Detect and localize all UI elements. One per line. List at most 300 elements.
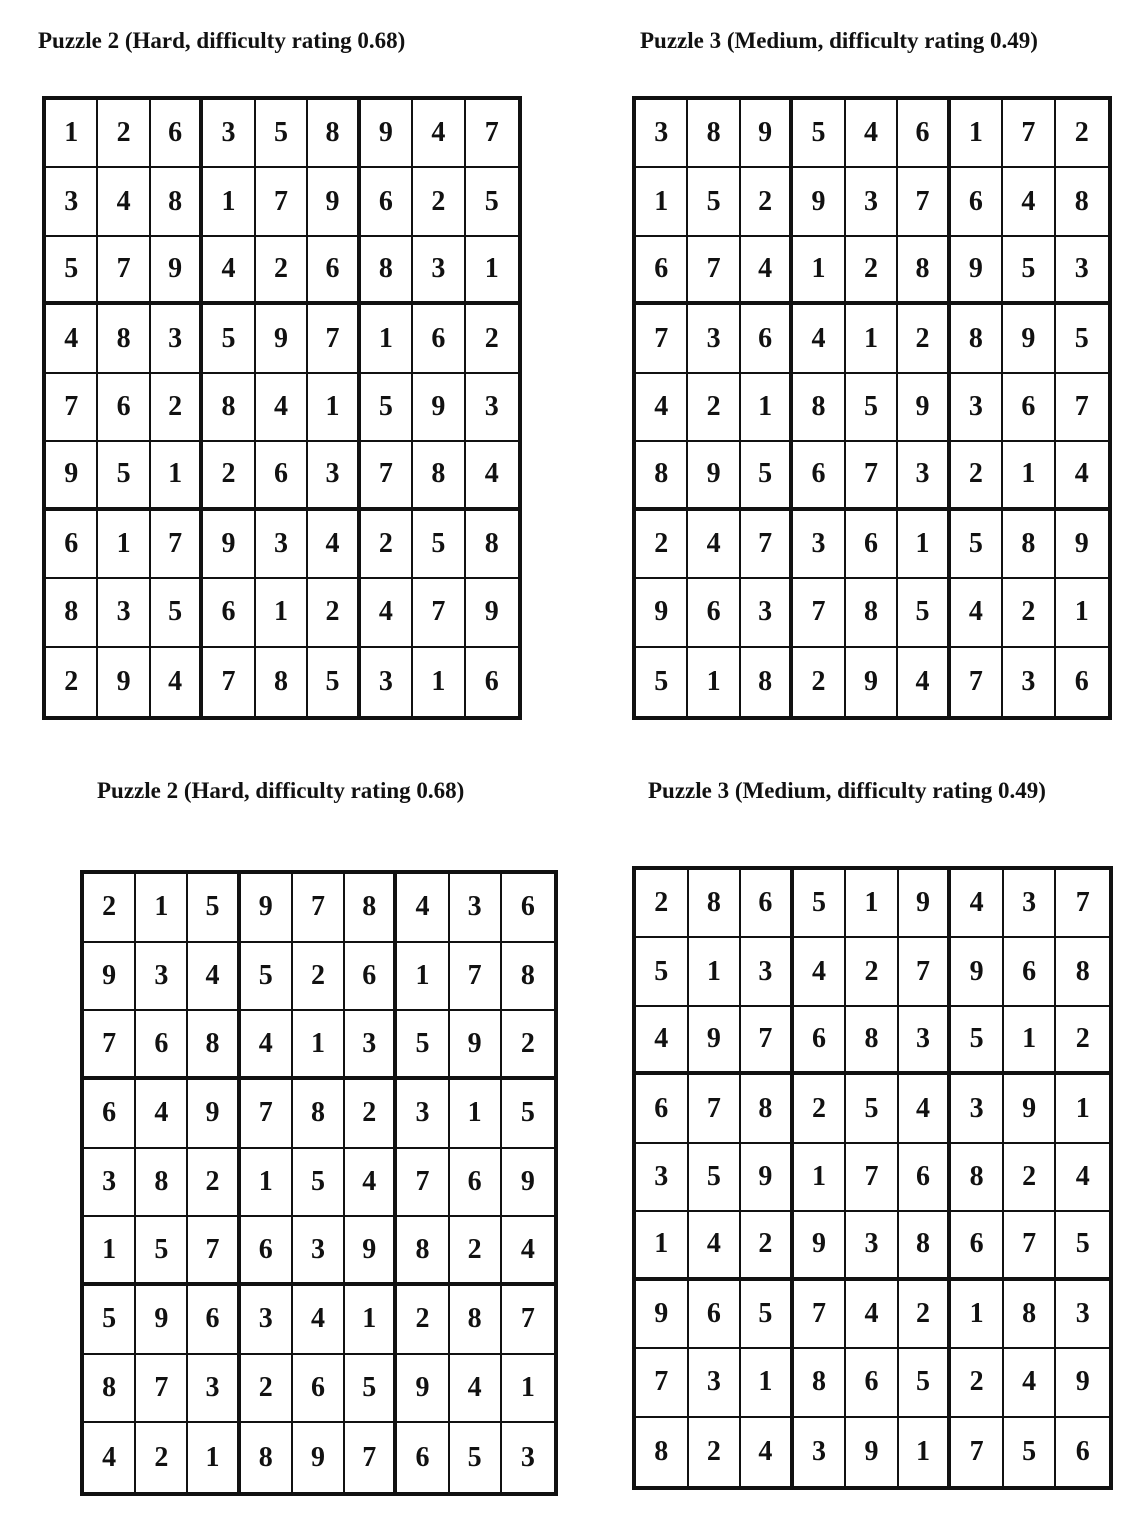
grid-cell: 8: [466, 511, 518, 579]
grid-cell: 4: [308, 511, 360, 579]
grid-cell: 5: [636, 648, 688, 716]
grid-cell: 3: [951, 1075, 1004, 1143]
grid-cell: 6: [794, 1007, 847, 1075]
grid-cell: 3: [84, 1149, 136, 1218]
grid-cell: 6: [689, 1281, 742, 1349]
grid-cell: 2: [636, 870, 689, 938]
grid-cell: 7: [397, 1149, 449, 1218]
grid-cell: 6: [188, 1286, 240, 1355]
grid-cell: 6: [308, 237, 360, 305]
grid-cell: 7: [741, 511, 793, 579]
grid-cell: 2: [98, 100, 150, 168]
grid-cell: 7: [689, 1075, 742, 1143]
grid-cell: 1: [794, 1144, 847, 1212]
grid-cell: 1: [98, 511, 150, 579]
grid-cell: 9: [951, 237, 1003, 305]
grid-cell: 1: [293, 1011, 345, 1080]
grid-cell: 4: [241, 1011, 293, 1080]
puzzle-title: Puzzle 2 (Hard, difficulty rating 0.68): [97, 778, 465, 803]
grid-cell: 7: [136, 1355, 188, 1424]
grid-cell: 6: [84, 1080, 136, 1149]
grid-cell: 3: [450, 874, 502, 943]
grid-cell: 1: [466, 237, 518, 305]
grid-cell: 4: [345, 1149, 397, 1218]
grid-cell: 7: [951, 1418, 1004, 1486]
grid-cell: 8: [241, 1423, 293, 1492]
grid-cell: 6: [136, 1011, 188, 1080]
grid-cell: 1: [1004, 1007, 1057, 1075]
grid-cell: 6: [951, 1212, 1004, 1280]
grid-cell: 7: [688, 237, 740, 305]
grid-cell: 9: [846, 648, 898, 716]
grid-cell: 2: [846, 938, 899, 1006]
grid-cell: 6: [793, 442, 845, 510]
grid-cell: 6: [1074, 665, 1089, 697]
grid-cell: 5: [241, 943, 293, 1012]
grid-cell: 6: [1004, 938, 1057, 1006]
grid-cell: 8: [688, 100, 740, 168]
grid-cell: 9: [794, 1212, 847, 1280]
grid-cell: 1: [741, 374, 793, 442]
grid-cell: 1: [203, 168, 255, 236]
grid-cell: 5: [846, 1075, 899, 1143]
grid-cell: 9: [1056, 1349, 1109, 1417]
grid-cell: 8: [136, 1149, 188, 1218]
grid-cell: 1: [793, 237, 845, 305]
grid-cell: 5: [151, 579, 203, 647]
grid-cell: 4: [846, 100, 898, 168]
grid-cell: 5: [450, 1423, 502, 1492]
grid-cell: 3: [397, 1080, 449, 1149]
grid-cell: 9: [293, 1423, 345, 1492]
grid-cell: 9: [1056, 511, 1108, 579]
grid-cell: 5: [188, 874, 240, 943]
sudoku-grid: [42, 96, 522, 720]
grid-cell: 2: [846, 237, 898, 305]
grid-cell: 5: [345, 1355, 397, 1424]
grid-cell: 9: [136, 1286, 188, 1355]
grid-cell: 1: [188, 1423, 240, 1492]
grid-cell: 4: [794, 938, 847, 1006]
grid-cell: 1: [84, 1217, 136, 1286]
grid-cell: 7: [951, 648, 1003, 716]
grid-cell: 2: [1004, 1144, 1057, 1212]
grid-cell: 3: [898, 442, 950, 510]
grid-cell: 6: [361, 168, 413, 236]
grid-cell: 5: [84, 1286, 136, 1355]
sudoku-grid: [80, 870, 558, 1496]
grid-cell: 6: [151, 100, 203, 168]
grid-cell: 4: [636, 1007, 689, 1075]
grid-cell: 5: [1056, 1212, 1109, 1280]
grid-cell: 1: [951, 1281, 1004, 1349]
grid-cell: 8: [46, 579, 98, 647]
grid-cell: 3: [1004, 870, 1057, 938]
grid-cell: 4: [1056, 442, 1108, 510]
grid-cell: 4: [793, 305, 845, 373]
grid-cell: 8: [793, 374, 845, 442]
grid-cell: 4: [688, 511, 740, 579]
grid-cell: 1: [741, 1349, 794, 1417]
grid-cell: 9: [84, 943, 136, 1012]
grid-cell: 2: [899, 1281, 952, 1349]
grid-cell: 5: [689, 1144, 742, 1212]
grid-cell: 3: [899, 1007, 952, 1075]
grid-cell: 7: [84, 1011, 136, 1080]
grid-cell: 3: [1056, 237, 1108, 305]
grid-cell: 6: [741, 870, 794, 938]
grid-cell: 2: [293, 943, 345, 1012]
grid-cell: 1: [136, 874, 188, 943]
grid-cell: 7: [898, 168, 950, 236]
grid-cell: 1: [898, 511, 950, 579]
grid-cell: 2: [241, 1355, 293, 1424]
sudoku-grid: [632, 96, 1112, 720]
grid-cell: 3: [361, 648, 413, 716]
grid-cell: 4: [361, 579, 413, 647]
grid-cell: 6: [846, 511, 898, 579]
grid-cell: 3: [636, 1144, 689, 1212]
grid-cell: 4: [413, 100, 465, 168]
grid-cell: 4: [84, 1423, 136, 1492]
grid-cell: 4: [46, 305, 98, 373]
grid-cell: 7: [846, 442, 898, 510]
grid-cell: 5: [98, 442, 150, 510]
grid-cell: 5: [397, 1011, 449, 1080]
grid-cell: 6: [636, 1075, 689, 1143]
grid-cell: 9: [899, 870, 952, 938]
grid-cell: 1: [846, 870, 899, 938]
grid-cell: 5: [293, 1149, 345, 1218]
grid-cell: 5: [793, 100, 845, 168]
grid-cell: 4: [846, 1281, 899, 1349]
grid-cell: 8: [636, 442, 688, 510]
grid-cell: 4: [951, 870, 1004, 938]
grid-cell: 9: [502, 1149, 554, 1218]
grid-cell: 8: [846, 1007, 899, 1075]
grid-cell: 2: [1056, 100, 1108, 168]
grid-cell: 9: [636, 1281, 689, 1349]
grid-cell: 4: [293, 1286, 345, 1355]
grid-cell: 3: [846, 1212, 899, 1280]
grid-cell: 4: [397, 874, 449, 943]
grid-cell: 8: [1004, 1281, 1057, 1349]
grid-cell: 6: [293, 1355, 345, 1424]
grid-cell: 1: [450, 1080, 502, 1149]
grid-cell: 3: [1003, 648, 1055, 716]
grid-cell: 9: [397, 1355, 449, 1424]
grid-cell: 7: [794, 1281, 847, 1349]
grid-cell: 5: [203, 305, 255, 373]
grid-cell: 4: [951, 579, 1003, 647]
grid-cell: 8: [203, 374, 255, 442]
grid-cell: 7: [1056, 870, 1109, 938]
grid-cell: 2: [898, 305, 950, 373]
grid-cell: 1: [345, 1286, 397, 1355]
grid-cell: 7: [636, 1349, 689, 1417]
grid-cell: 3: [794, 1418, 847, 1486]
grid-cell: 3: [413, 237, 465, 305]
grid-cell: 6: [898, 100, 950, 168]
grid-cell: 4: [1056, 1144, 1109, 1212]
grid-cell: 9: [151, 237, 203, 305]
grid-cell: 5: [136, 1217, 188, 1286]
grid-cell: 7: [741, 1007, 794, 1075]
grid-cell: 8: [636, 1418, 689, 1486]
grid-cell: 2: [450, 1217, 502, 1286]
grid-cell: 1: [308, 374, 360, 442]
grid-cell: 5: [741, 1281, 794, 1349]
grid-cell: 8: [951, 1144, 1004, 1212]
grid-cell: 7: [466, 100, 518, 168]
grid-cell: 8: [397, 1217, 449, 1286]
grid-cell: 4: [689, 1212, 742, 1280]
grid-cell: 6: [741, 305, 793, 373]
grid-cell: 5: [899, 1349, 952, 1417]
grid-cell: 7: [151, 511, 203, 579]
grid-cell: 2: [466, 305, 518, 373]
grid-cell: 1: [361, 305, 413, 373]
grid-cell: 9: [361, 100, 413, 168]
grid-cell: 3: [636, 100, 688, 168]
grid-cell: 8: [361, 237, 413, 305]
grid-cell: 1: [1056, 579, 1108, 647]
grid-cell: 9: [345, 1217, 397, 1286]
grid-cell: 4: [1004, 1349, 1057, 1417]
grid-cell: 2: [188, 1149, 240, 1218]
grid-cell: 8: [846, 579, 898, 647]
grid-cell: 3: [241, 1286, 293, 1355]
grid-cell: 7: [1004, 1212, 1057, 1280]
grid-cell: 8: [741, 1075, 794, 1143]
grid-cell: 6: [846, 1349, 899, 1417]
grid-cell: 8: [1003, 511, 1055, 579]
grid-cell: 7: [188, 1217, 240, 1286]
grid-cell: 6: [203, 579, 255, 647]
grid-cell: 6: [241, 1217, 293, 1286]
grid-cell: 5: [256, 100, 308, 168]
grid-cell: 7: [361, 442, 413, 510]
grid-cell: 8: [1056, 168, 1108, 236]
grid-cell: 5: [46, 237, 98, 305]
grid-cell: 8: [413, 442, 465, 510]
grid-cell: 9: [450, 1011, 502, 1080]
sudoku-grid: [632, 866, 1113, 1490]
grid-cell: 1: [899, 1418, 952, 1486]
grid-cell: 3: [466, 374, 518, 442]
grid-cell: 1: [951, 100, 1003, 168]
grid-cell: 8: [151, 168, 203, 236]
grid-cell: 7: [293, 874, 345, 943]
grid-cell: 3: [151, 305, 203, 373]
grid-cell: 1: [689, 938, 742, 1006]
grid-cell: 1: [397, 943, 449, 1012]
grid-cell: 9: [256, 305, 308, 373]
grid-cell: 1: [846, 305, 898, 373]
grid-cell: 7: [502, 1286, 554, 1355]
grid-cell: 9: [203, 511, 255, 579]
grid-cell: 6: [413, 305, 465, 373]
grid-cell: 7: [256, 168, 308, 236]
grid-cell: 5: [688, 168, 740, 236]
grid-cell: 5: [794, 870, 847, 938]
grid-cell: 2: [151, 374, 203, 442]
grid-cell: 4: [466, 442, 518, 510]
grid-cell: 6: [688, 579, 740, 647]
grid-cell: 6: [484, 665, 499, 697]
grid-cell: 8: [1056, 938, 1109, 1006]
grid-cell: 9: [241, 874, 293, 943]
grid-cell: 1: [413, 648, 465, 716]
grid-cell: 1: [502, 1355, 554, 1424]
grid-cell: 6: [345, 943, 397, 1012]
grid-cell: 6: [502, 874, 554, 943]
grid-cell: 4: [203, 237, 255, 305]
puzzle-title: Puzzle 3 (Medium, difficulty rating 0.49): [640, 28, 1038, 53]
grid-cell: 9: [1004, 1075, 1057, 1143]
grid-cell: 7: [899, 938, 952, 1006]
grid-cell: 7: [203, 648, 255, 716]
grid-cell: 2: [502, 1011, 554, 1080]
grid-cell: 7: [793, 579, 845, 647]
grid-cell: 7: [345, 1423, 397, 1492]
grid-cell: 4: [188, 943, 240, 1012]
puzzle-title: Puzzle 2 (Hard, difficulty rating 0.68): [38, 28, 406, 53]
grid-cell: 1: [46, 100, 98, 168]
grid-cell: 1: [151, 442, 203, 510]
grid-cell: 3: [46, 168, 98, 236]
grid-cell: 2: [256, 237, 308, 305]
grid-cell: 4: [256, 374, 308, 442]
grid-cell: 3: [1056, 1281, 1109, 1349]
grid-cell: 5: [1056, 305, 1108, 373]
grid-cell: 9: [46, 442, 98, 510]
grid-cell: 3: [203, 100, 255, 168]
grid-cell: 8: [293, 1080, 345, 1149]
grid-cell: 4: [502, 1217, 554, 1286]
grid-cell: 6: [98, 374, 150, 442]
grid-cell: 7: [636, 305, 688, 373]
grid-cell: 4: [741, 237, 793, 305]
grid-cell: 3: [951, 374, 1003, 442]
grid-cell: 7: [46, 374, 98, 442]
grid-cell: 2: [1056, 1007, 1109, 1075]
grid-cell: 8: [188, 1011, 240, 1080]
grid-cell: 1: [1056, 1075, 1109, 1143]
grid-cell: 9: [188, 1080, 240, 1149]
grid-cell: 8: [345, 874, 397, 943]
grid-cell: 7: [308, 305, 360, 373]
grid-cell: 6: [450, 1149, 502, 1218]
grid-cell: 2: [397, 1286, 449, 1355]
grid-cell: 2: [793, 648, 845, 716]
grid-cell: 4: [898, 648, 950, 716]
grid-cell: 5: [502, 1080, 554, 1149]
grid-cell: 8: [308, 100, 360, 168]
grid-cell: 3: [793, 511, 845, 579]
grid-cell: 5: [308, 648, 360, 716]
grid-cell: 8: [951, 305, 1003, 373]
grid-cell: 2: [951, 1349, 1004, 1417]
grid-cell: 1: [636, 1212, 689, 1280]
grid-cell: 3: [520, 1441, 535, 1473]
grid-cell: 7: [241, 1080, 293, 1149]
grid-cell: 8: [256, 648, 308, 716]
grid-cell: 4: [450, 1355, 502, 1424]
grid-cell: 7: [413, 579, 465, 647]
grid-cell: 9: [898, 374, 950, 442]
grid-cell: 6: [1075, 1435, 1090, 1467]
grid-cell: 3: [741, 938, 794, 1006]
puzzle-title: Puzzle 3 (Medium, difficulty rating 0.49): [648, 778, 1046, 803]
grid-cell: 8: [899, 1212, 952, 1280]
grid-cell: 5: [1003, 237, 1055, 305]
grid-cell: 2: [741, 168, 793, 236]
grid-cell: 4: [741, 1418, 794, 1486]
grid-cell: 4: [899, 1075, 952, 1143]
grid-cell: 1: [241, 1149, 293, 1218]
grid-cell: 3: [98, 579, 150, 647]
grid-cell: 6: [256, 442, 308, 510]
grid-cell: 2: [741, 1212, 794, 1280]
grid-cell: 9: [466, 579, 518, 647]
grid-cell: 9: [846, 1418, 899, 1486]
grid-cell: 4: [98, 168, 150, 236]
grid-cell: 7: [846, 1144, 899, 1212]
grid-cell: 3: [846, 168, 898, 236]
grid-cell: 8: [689, 870, 742, 938]
grid-cell: 9: [951, 938, 1004, 1006]
grid-cell: 5: [1004, 1418, 1057, 1486]
grid-cell: 8: [450, 1286, 502, 1355]
grid-cell: 5: [951, 1007, 1004, 1075]
grid-cell: 5: [741, 442, 793, 510]
grid-cell: 8: [794, 1349, 847, 1417]
grid-cell: 1: [636, 168, 688, 236]
grid-cell: 8: [98, 305, 150, 373]
grid-cell: 6: [636, 237, 688, 305]
grid-cell: 5: [846, 374, 898, 442]
grid-cell: 9: [308, 168, 360, 236]
grid-cell: 7: [450, 943, 502, 1012]
grid-cell: 6: [951, 168, 1003, 236]
grid-cell: 2: [1003, 579, 1055, 647]
grid-cell: 6: [1003, 374, 1055, 442]
grid-cell: 7: [98, 237, 150, 305]
grid-cell: 3: [188, 1355, 240, 1424]
grid-cell: 7: [1003, 100, 1055, 168]
grid-cell: 8: [898, 237, 950, 305]
grid-cell: 3: [345, 1011, 397, 1080]
grid-cell: 4: [1003, 168, 1055, 236]
grid-cell: 5: [636, 938, 689, 1006]
grid-cell: 9: [98, 648, 150, 716]
grid-cell: 9: [793, 168, 845, 236]
grid-cell: 2: [636, 511, 688, 579]
grid-cell: 2: [688, 374, 740, 442]
grid-cell: 3: [688, 305, 740, 373]
grid-cell: 4: [136, 1080, 188, 1149]
grid-cell: 3: [136, 943, 188, 1012]
grid-cell: 2: [46, 648, 98, 716]
grid-cell: 3: [308, 442, 360, 510]
grid-cell: 4: [151, 648, 203, 716]
grid-cell: 2: [951, 442, 1003, 510]
grid-cell: 2: [689, 1418, 742, 1486]
grid-cell: 9: [688, 442, 740, 510]
grid-cell: 9: [1003, 305, 1055, 373]
grid-cell: 4: [636, 374, 688, 442]
